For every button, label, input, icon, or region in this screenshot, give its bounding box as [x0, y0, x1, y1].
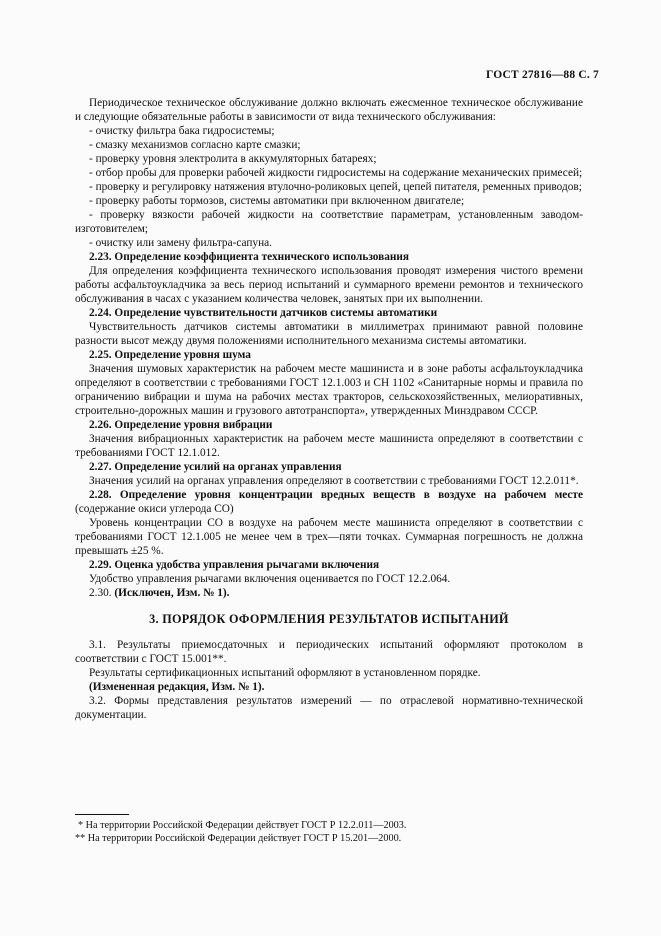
paragraph-text: Значения усилий на органах управления определяют в соответствии с требованиями ГОСТ 12.2.011*. — [89, 475, 579, 487]
section-2-paragraphs — [75, 96, 583, 600]
section-heading: (Измененная редакция, Изм. № 1). — [89, 681, 265, 693]
sec2-paragraph — [75, 138, 583, 152]
section-heading: 2.26. Определение уровня вибрации — [89, 419, 273, 431]
paragraph-text: - проверку и регулировку натяжения втулочно-роликовых цепей, цепей питателя, ременных приводов; — [89, 181, 582, 193]
sec3-paragraph — [75, 680, 583, 694]
section-heading: 2.23. Определение коэффициента технического использования — [89, 251, 410, 263]
section-heading: 2.29. Оценка удобства управления рычагами включения — [89, 559, 380, 571]
sec2-paragraph — [75, 96, 583, 124]
sec2-paragraph — [75, 586, 583, 600]
sec2-paragraph — [75, 432, 583, 460]
paragraph-text: - смазку механизмов согласно карте смазки; — [89, 139, 301, 151]
paragraph-text: 3.1. Результаты приемосдаточных и периодических испытаний оформляют протоколом в соответствии с ГОСТ 15.001**. — [75, 639, 583, 665]
sec2-paragraph — [75, 152, 583, 166]
footnote-divider — [75, 814, 129, 815]
section-heading: 2.28. Определение уровня концентрации вредных веществ в воздухе на рабочем месте — [89, 489, 583, 501]
sec2-paragraph — [75, 208, 583, 236]
sec2-paragraph — [75, 488, 583, 516]
section-3-title: 3. ПОРЯДОК ОФОРМЛЕНИЯ РЕЗУЛЬТАТОВ ИСПЫТАНИЙ — [149, 612, 509, 626]
section-heading: 2.27. Определение усилий на органах управления — [89, 461, 342, 473]
paragraph-text: (содержание окиси углерода СО) — [75, 503, 234, 515]
sec3-paragraph — [75, 638, 583, 666]
sec3-paragraph — [75, 694, 583, 722]
sec2-paragraph — [75, 250, 583, 264]
section-heading: (Исключен, Изм. № 1). — [114, 587, 230, 599]
sec2-paragraph — [75, 418, 583, 432]
sec2-paragraph — [75, 348, 583, 362]
sec3-paragraph — [75, 666, 583, 680]
paragraph-text: Значения вибрационных характеристик на рабочем месте машиниста определяют в соответствии с требованиями ГОСТ 12.1.012. — [75, 433, 583, 459]
paragraph-text: - отбор пробы для проверки рабочей жидкости гидросистемы на содержание механических примесей; — [89, 167, 583, 179]
sec2-paragraph — [75, 362, 583, 418]
sec2-paragraph — [75, 320, 583, 348]
sec2-paragraph — [75, 572, 583, 586]
paragraph-text: 3.2. Формы представления результатов измерений — по отраслевой нормативно-технической документации. — [75, 695, 583, 721]
section-heading: 2.25. Определение уровня шума — [89, 349, 251, 361]
section-heading: 2.24. Определение чувствительности датчиков системы автоматики — [89, 307, 438, 319]
sec2-paragraph — [75, 124, 583, 138]
sec2-paragraph — [75, 306, 583, 320]
footnote-1: * На территории Российской Федерации действует ГОСТ Р 12.2.011—2003. — [78, 820, 407, 831]
sec2-paragraph — [75, 180, 583, 194]
paragraph-text: Периодическое техническое обслуживание должно включать ежесменное техническое обслуживание и следующие обязательные работы в зависимости от вида технического обслуживания: — [75, 97, 583, 123]
paragraph-text: Для определения коэффициента технического использования проводят измерения чистого времени работы асфальтоукладчика за весь период испытаний и суммарного времени ремонтов и технического обслуживания в часах с указанием количества человек, занятых при их выполнении. — [75, 265, 583, 305]
page-header: ГОСТ 27816—88 С. 7 — [486, 69, 599, 81]
sec2-paragraph — [75, 194, 583, 208]
paragraph-number: 2.30. — [89, 587, 115, 599]
footnote-2: ** На территории Российской Федерации действует ГОСТ Р 15.201—2000. — [75, 833, 402, 844]
sec2-paragraph — [75, 236, 583, 250]
sec2-paragraph — [75, 474, 583, 488]
paragraph-text: Чувствительность датчиков системы автоматики в миллиметрах принимают равной половине разности высот между двумя положениями исполнительного механизма системы автоматики. — [75, 321, 583, 347]
paragraph-text: Результаты сертификационных испытаний оформляют в установленном порядке. — [89, 667, 481, 679]
paragraph-text: - очистку или замену фильтра-сапуна. — [89, 237, 272, 249]
sec2-paragraph — [75, 460, 583, 474]
sec2-paragraph — [75, 558, 583, 572]
paragraph-text: - очистку фильтра бака гидросистемы; — [89, 125, 275, 137]
paragraph-text: - проверку уровня электролита в аккумуляторных батареях; — [89, 153, 377, 165]
sec2-paragraph — [75, 264, 583, 306]
footnotes — [75, 819, 583, 845]
paragraph-text: - проверку вязкости рабочей жидкости на соответствие параметрам, установленным заводом-изготовителем; — [75, 209, 583, 235]
paragraph-text: Уровень концентрации СО в воздухе на рабочем месте машиниста определяют в соответствии с требованиями ГОСТ 12.1.005 не менее чем в трех—пяти точках. Суммарная погрешность не должна превышать ±25 %. — [75, 517, 583, 557]
paragraph-text: - проверку работы тормозов, системы автоматики при включенном двигателе; — [89, 195, 465, 207]
document-body — [75, 96, 583, 722]
sec2-paragraph — [75, 166, 583, 180]
sec2-paragraph — [75, 516, 583, 558]
paragraph-text: Удобство управления рычагами включения оценивается по ГОСТ 12.2.064. — [89, 573, 451, 585]
paragraph-text: Значения шумовых характеристик на рабочем месте машиниста и в зоне работы асфальтоукладчика определяют в соответствии с требованиями ГОСТ 12.1.003 и СН 1102 «Санитарные нормы и правила по ограничению вибрации и шума на рабочих местах тракторов, сельскохозяйственных, мелиоративных, строительно-дорожных машин и грузового автотранспорта», утвержденных Минздравом СССР. — [75, 363, 583, 417]
section-3-paragraphs — [75, 638, 583, 722]
